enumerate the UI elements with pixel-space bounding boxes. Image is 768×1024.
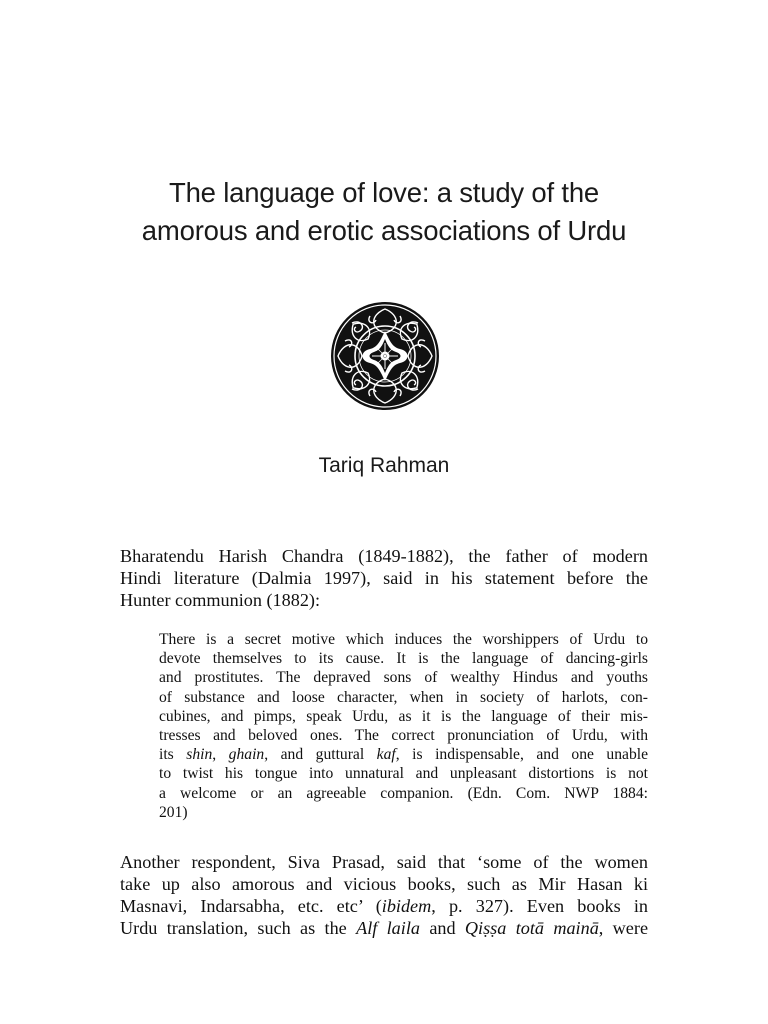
ornamental-roundel-icon xyxy=(330,301,440,411)
quote-line: 201) xyxy=(159,803,188,821)
block-quote xyxy=(159,630,648,822)
paragraph-text: , p. 327). Even books in xyxy=(431,896,648,916)
italic-term: ibidem xyxy=(381,896,432,916)
quote-line: There is a secret motive which induces the worshippers of Urdu to xyxy=(159,631,648,648)
paragraph-text: Masnavi, Indarsabha, etc. etc’ ( xyxy=(120,896,382,916)
paragraph-line: take up also amorous and vicious books, such as Mir Hasan ki xyxy=(120,874,648,894)
italic-term: kaf xyxy=(376,746,396,764)
quote-line: and prostitutes. The depraved sons of wealthy Hindus and youths xyxy=(159,669,648,687)
title-line-2: amorous and erotic associations of Urdu xyxy=(141,215,627,246)
italic-term: Alf laila xyxy=(356,918,420,938)
intro-paragraph xyxy=(120,545,648,611)
paper-title xyxy=(84,174,684,250)
quote-line: of substance and loose character, when in society of harlots, con- xyxy=(159,688,648,706)
paragraph-text: , were xyxy=(598,918,649,938)
quote-line: a welcome or an agreeable companion. (Edn. Com. NWP 1884: xyxy=(159,784,648,802)
italic-term: shin xyxy=(186,746,213,764)
paragraph-text: Urdu translation, such as the xyxy=(120,918,357,938)
italic-term: ghain xyxy=(228,746,265,764)
quote-line: tresses and beloved ones. The correct pronunciation of Urdu, with xyxy=(159,727,648,745)
author-name: Tariq Rahman xyxy=(318,454,450,477)
italic-term: Qiṣṣa totā mainā xyxy=(464,918,599,938)
paragraph-line: Another respondent, Siva Prasad, said that ‘some of the women xyxy=(120,852,648,872)
quote-line xyxy=(159,745,648,764)
quote-text: its xyxy=(159,746,187,764)
quote-text: , is indispensable, and one unable xyxy=(395,746,648,764)
paragraph-text: and xyxy=(419,918,465,938)
body-paragraph xyxy=(120,851,648,939)
quote-line: to twist his tongue into unnatural and unpleasant distortions is not xyxy=(159,765,648,783)
quote-text: , and guttural xyxy=(264,746,377,764)
title-line-1: The language of love: a study of the xyxy=(168,177,600,208)
paragraph-line xyxy=(120,917,648,939)
paragraph-line: Hunter communion (1882): xyxy=(120,590,321,610)
quote-line: cubines, and pimps, speak Urdu, as it is the language of their mis- xyxy=(159,707,648,725)
quote-line: devote themselves to its cause. It is the language of dancing-girls xyxy=(159,650,648,668)
quote-text: , xyxy=(212,746,229,764)
paragraph-line: Bharatendu Harish Chandra (1849-1882), the father of modern xyxy=(120,546,648,566)
paragraph-line xyxy=(120,895,648,917)
paragraph-line: Hindi literature (Dalmia 1997), said in his statement before the xyxy=(120,568,648,588)
